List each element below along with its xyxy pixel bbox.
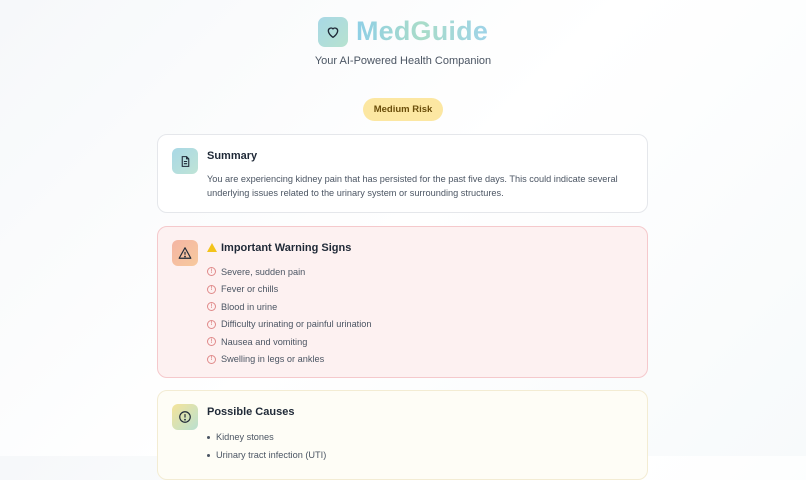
app-header <box>0 16 806 67</box>
list-item <box>207 333 372 351</box>
warning-title-row <box>207 242 351 254</box>
alert-circle-icon: ! <box>207 267 216 276</box>
list-item <box>207 298 372 316</box>
list-item-text: Fever or chills <box>221 284 279 295</box>
warning-signs-card <box>157 226 648 378</box>
list-item <box>207 351 372 369</box>
list-item-text: Blood in urine <box>221 301 278 312</box>
list-item <box>207 446 326 464</box>
causes-title: Possible Causes <box>207 406 295 418</box>
possible-causes-card <box>157 390 648 480</box>
summary-text: You are experiencing kidney pain that has persisted for the past five days. This could indicate several underlying issues related to the urinary system or surrounding structures. <box>207 174 618 198</box>
tagline: Your AI-Powered Health Companion <box>314 55 492 67</box>
brand-name: MedGuide <box>355 16 489 46</box>
list-item <box>207 316 372 334</box>
logo <box>318 17 348 47</box>
list-item-text: Urinary tract infection (UTI) <box>216 450 327 460</box>
list-item-text: Nausea and vomiting <box>221 336 308 347</box>
warning-icon-box <box>172 240 198 266</box>
alert-circle-icon: ! <box>207 302 216 311</box>
summary-icon-box <box>172 148 198 174</box>
list-item-text: Difficulty urinating or painful urination <box>221 319 372 330</box>
causes-icon-box <box>172 404 198 430</box>
causes-list <box>207 428 326 464</box>
warning-emoji-icon <box>207 243 217 252</box>
summary-title: Summary <box>207 150 258 162</box>
alert-circle-icon: ! <box>207 337 216 346</box>
warning-triangle-icon <box>178 246 192 260</box>
list-item <box>207 428 326 446</box>
warning-title: Important Warning Signs <box>221 242 352 254</box>
alert-circle-icon: ! <box>207 355 216 364</box>
list-item-text: Kidney stones <box>216 432 274 442</box>
list-item-text: Swelling in legs or ankles <box>221 354 325 365</box>
alert-circle-icon <box>178 410 192 424</box>
summary-card <box>157 134 648 213</box>
alert-circle-icon: ! <box>207 285 216 294</box>
warning-list <box>207 263 372 368</box>
document-icon <box>179 155 192 168</box>
heart-icon <box>325 24 341 40</box>
list-item <box>207 281 372 299</box>
risk-badge: Medium Risk <box>363 98 443 121</box>
brand <box>0 16 806 47</box>
list-item-text: Severe, sudden pain <box>221 266 306 277</box>
bullet <box>207 454 210 457</box>
bullet <box>207 436 210 439</box>
list-item <box>207 263 372 281</box>
alert-circle-icon: ! <box>207 320 216 329</box>
